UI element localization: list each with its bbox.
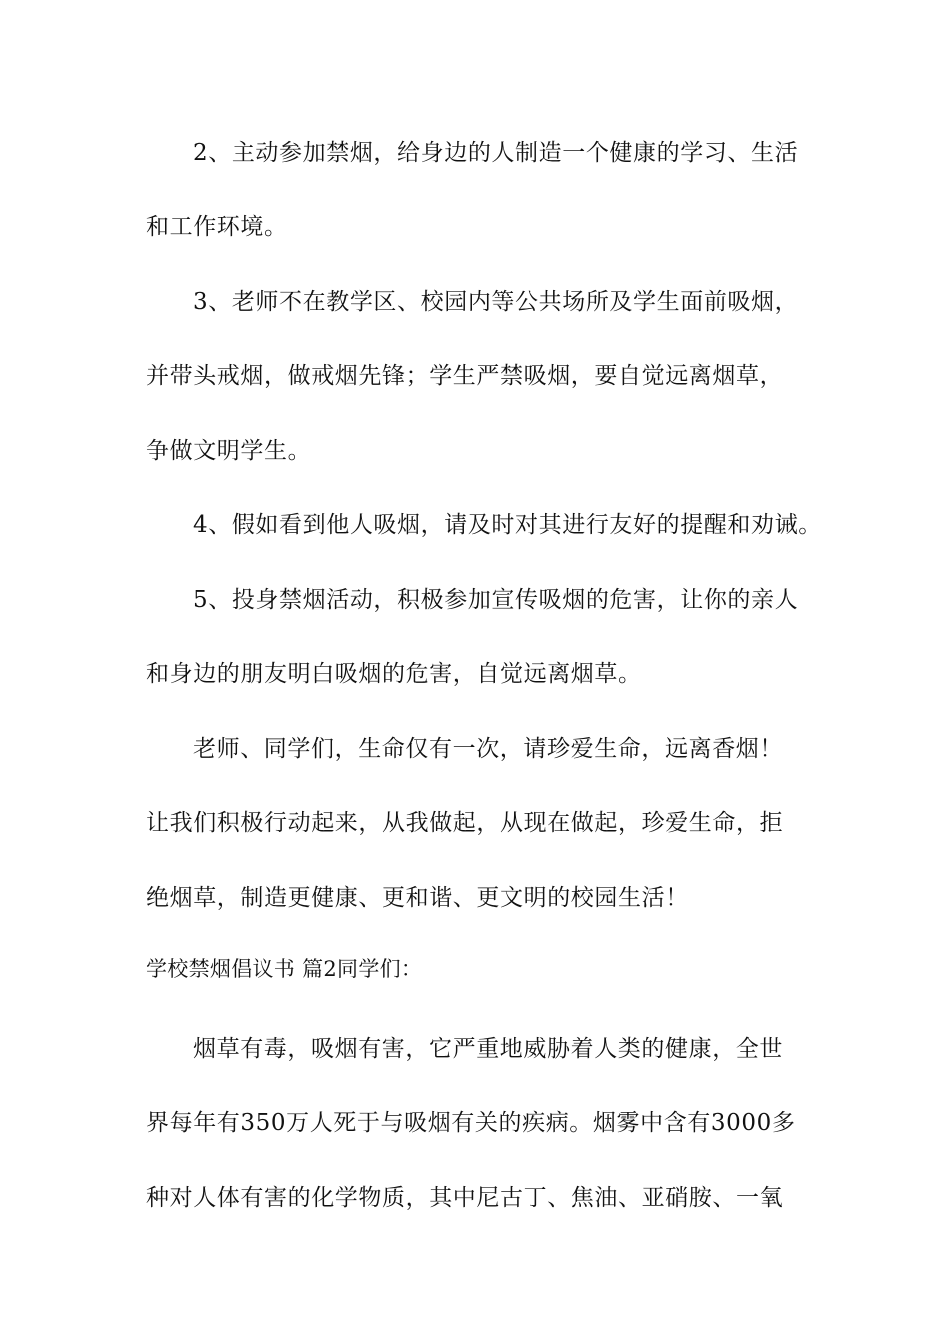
paragraph-line: 界每年有350万人死于与吸烟有关的疾病。烟雾中含有3000多 — [146, 1110, 796, 1136]
paragraph-line: 并带头戒烟，做戒烟先锋；学生严禁吸烟，要自觉远离烟草， — [146, 363, 784, 389]
paragraph-line: 3、老师不在教学区、校园内等公共场所及学生面前吸烟， — [193, 289, 799, 315]
paragraph-line: 争做文明学生。 — [146, 438, 312, 464]
paragraph-line: 老师、同学们，生命仅有一次，请珍爱生命，远离香烟！ — [193, 736, 783, 762]
paragraph-line: 种对人体有害的化学物质，其中尼古丁、焦油、亚硝胺、一氧 — [146, 1185, 784, 1211]
paragraph-line: 和工作环境。 — [146, 214, 288, 240]
paragraph-line: 和身边的朋友明白吸烟的危害，自觉远离烟草。 — [146, 661, 642, 687]
paragraph-line: 5、投身禁烟活动，积极参加宣传吸烟的危害，让你的亲人 — [193, 587, 799, 613]
paragraph-line: 烟草有毒，吸烟有害，它严重地威胁着人类的健康，全世 — [193, 1036, 783, 1062]
paragraph-line: 绝烟草，制造更健康、更和谐、更文明的校园生活！ — [146, 885, 689, 911]
paragraph-line: 4、假如看到他人吸烟，请及时对其进行友好的提醒和劝诫。 — [193, 512, 822, 538]
paragraph-line: 让我们积极行动起来，从我做起，从现在做起，珍爱生命，拒 — [146, 810, 784, 836]
section-heading: 学校禁烟倡议书 篇2同学们： — [146, 957, 423, 981]
paragraph-line: 2、主动参加禁烟，给身边的人制造一个健康的学习、生活 — [193, 140, 799, 166]
